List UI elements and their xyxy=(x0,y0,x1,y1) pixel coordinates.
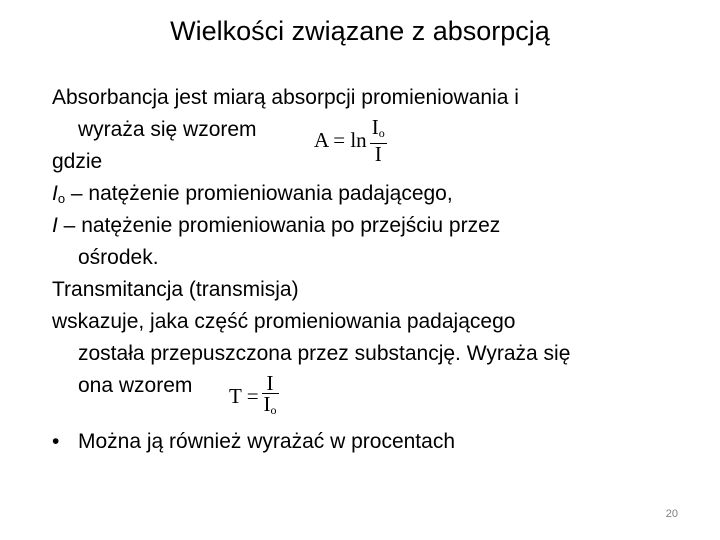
text-line-4-desc: – natężenie promieniowania padającego, xyxy=(65,182,453,205)
text-line-8: wskazuje, jaka część promieniowania padającego xyxy=(52,310,516,333)
transmittance-fraction xyxy=(262,373,279,420)
text-line-7: Transmitancja (transmisja) xyxy=(52,278,299,301)
transmittance-formula xyxy=(229,373,279,420)
text-line-2: wyraża się wzorem xyxy=(78,118,257,141)
transmittance-numerator: I xyxy=(266,371,274,395)
symbol-io: I xyxy=(52,182,58,205)
symbol-i: I xyxy=(52,214,58,237)
absorbance-denominator: I xyxy=(374,142,382,166)
text-line-9: została przepuszczona przez substancję. Wyraża się xyxy=(78,342,571,365)
bullet-item xyxy=(52,426,692,458)
slide-title: Wielkości związane z absorpcją xyxy=(170,16,550,46)
text-line-10: ona wzorem xyxy=(78,374,193,397)
absorbance-numerator: $I_o$ xyxy=(371,115,385,140)
transmittance-formula-lhs: T = xyxy=(229,384,259,408)
text-line-6: ośrodek. xyxy=(78,246,159,269)
text-line-4 xyxy=(52,178,692,210)
text-line-5-desc: – natężenie promieniowania po przejściu przez xyxy=(57,214,501,237)
transmittance-denominator: $I_o$ xyxy=(263,392,277,417)
text-line-1: Absorbancja jest miarą absorpcji promieniowania i xyxy=(52,86,519,109)
page-number: 20 xyxy=(665,508,678,520)
symbol-io-subscript: o xyxy=(57,191,66,206)
text-line-3: gdzie xyxy=(52,150,103,173)
text-line-5 xyxy=(52,210,692,242)
absorbance-formula xyxy=(314,117,387,164)
bullet-text: Można ją również wyrażać w procentach xyxy=(78,430,455,453)
absorbance-fraction xyxy=(370,117,387,164)
absorbance-formula-lhs: A = ln xyxy=(314,128,367,152)
bullet-icon: • xyxy=(52,430,60,453)
